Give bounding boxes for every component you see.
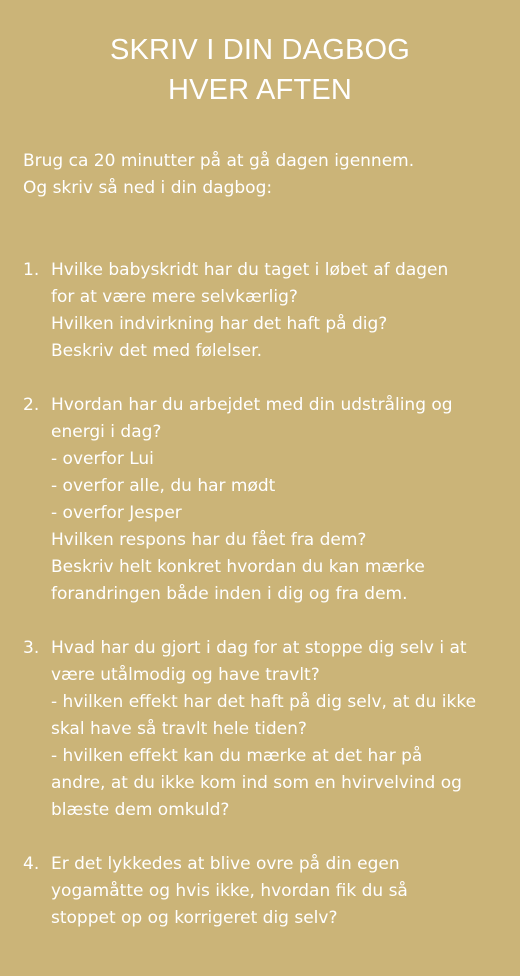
list-item-line: stoppet op og korrigeret dig selv? [51,908,338,928]
list-item-line: Beskriv helt konkret hvordan du kan mærke [51,557,425,577]
intro-line-1: Brug ca 20 minutter på at gå dagen igennem. [23,151,415,171]
list-item-line: - overfor Lui [51,449,154,469]
list-item-line: forandringen både inden i dig og fra dem. [51,584,408,604]
list-item-line: Hvad har du gjort i dag for at stoppe dig selv i at [51,638,467,658]
list-item-line: - hvilken effekt har det haft på dig selv, at du ikke [51,692,477,712]
question-list [23,257,503,959]
list-item-line: Beskriv det med følelser. [51,341,262,361]
list-item-line: Er det lykkedes at blive ovre på din egen [51,854,400,874]
list-item-number: 3. [23,638,40,658]
list-item-line: Hvilken indvirkning har det haft på dig? [51,314,388,334]
list-item [23,851,503,932]
title-line-2: HVER AFTEN [167,74,353,106]
page-title [0,30,520,110]
intro-text [23,148,503,202]
list-item-line: yogamåtte og hvis ikke, hvordan fik du så [51,881,408,901]
intro-line-2: Og skriv så ned i din dagbog: [23,178,273,198]
list-item-line: andre, at du ikke kom ind som en hvirvelvind og [51,773,462,793]
list-item [23,392,503,608]
list-item-line: - overfor alle, du har mødt [51,476,276,496]
list-item-line: skal have så travlt hele tiden? [51,719,307,739]
list-item-line: - overfor Jesper [51,503,182,523]
list-item-number: 1. [23,260,40,280]
list-item [23,635,503,824]
list-item-line: energi i dag? [51,422,162,442]
list-item [23,257,503,365]
list-item-line: være utålmodig og have travlt? [51,665,320,685]
list-item-line: - hvilken effekt kan du mærke at det har på [51,746,423,766]
list-item-number: 2. [23,395,40,415]
list-item-line: Hvordan har du arbejdet med din udstråling og [51,395,453,415]
list-item-number: 4. [23,854,40,874]
list-item-line: blæste dem omkuld? [51,800,230,820]
title-line-1: SKRIV I DIN DAGBOG [109,34,411,66]
list-item-line: for at være mere selvkærlig? [51,287,298,307]
list-item-line: Hvilke babyskridt har du taget i løbet af dagen [51,260,449,280]
list-item-line: Hvilken respons har du fået fra dem? [51,530,367,550]
